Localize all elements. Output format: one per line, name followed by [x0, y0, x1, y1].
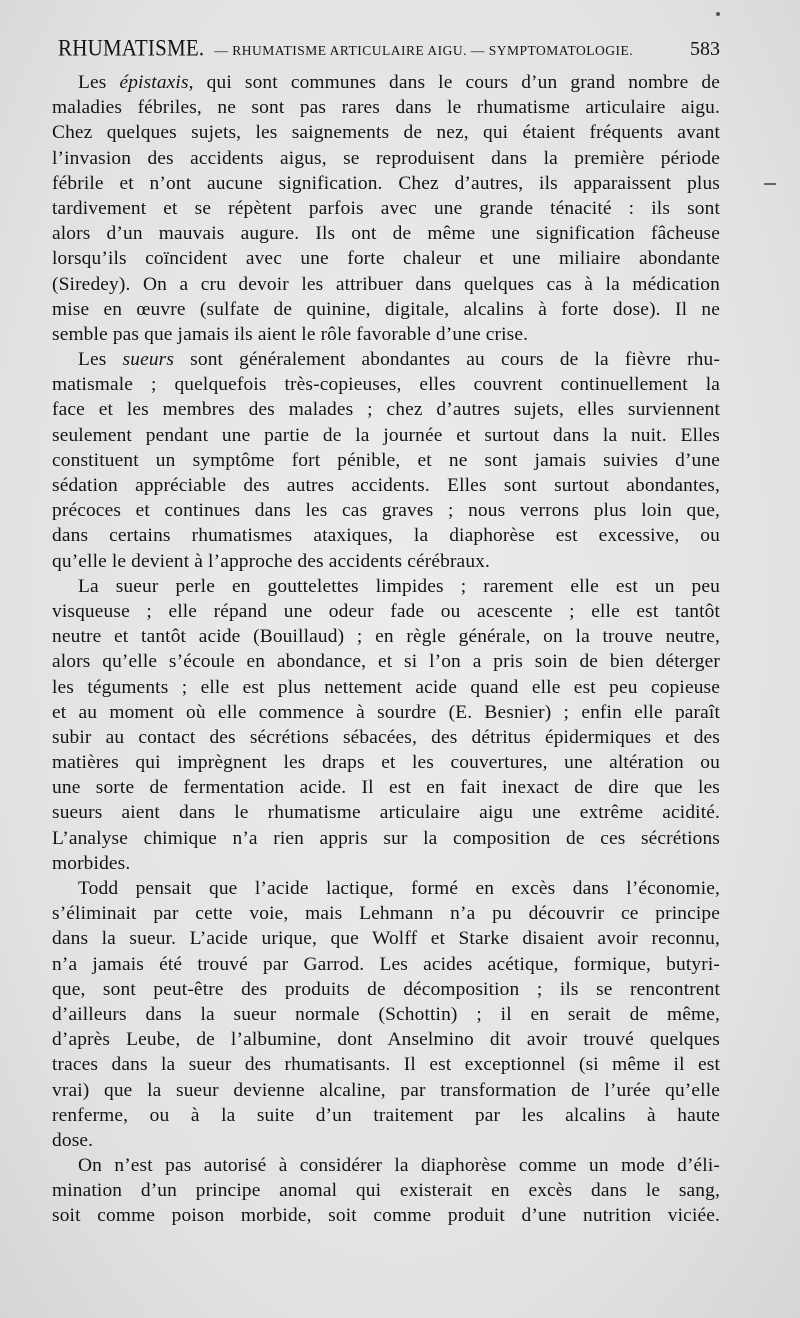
text-line: [52, 221, 720, 246]
italic-term: épistaxis: [119, 72, 189, 93]
page-number: 583: [690, 38, 720, 60]
text-line: [52, 1103, 720, 1128]
text-line: [52, 574, 720, 599]
text-line: [52, 1178, 720, 1203]
text-line: [52, 725, 720, 750]
text-line: [52, 297, 720, 322]
text-run: sont généralement abondantes au cours de la fièvre rhu-: [174, 349, 720, 371]
text-run: et au moment où elle commence à sourdre (E. Besnier) ; enfin elle paraît: [52, 701, 720, 723]
text-run: constituent un symptôme fort pénible, et ne sont jamais suivies d’une: [52, 449, 720, 471]
paragraph: [52, 70, 720, 347]
text-line: [52, 977, 720, 1002]
text-run: d’ailleurs dans la sueur normale (Schottin) ; il en serait de même,: [52, 1003, 720, 1025]
text-line: [52, 70, 720, 95]
text-run: lorsqu’ils coïncident avec une forte chaleur et une miliaire abondante: [52, 248, 720, 270]
text-run: que, sont peut-être des produits de décomposition ; ils se rencontrent: [52, 978, 720, 1000]
text-run: visqueuse ; elle répand une odeur fade ou acescente ; elle est tantôt: [52, 600, 720, 622]
paragraph: [52, 1153, 720, 1229]
text-run: subir au contact des sécrétions sébacées, des détritus épidermiques et des: [52, 726, 720, 748]
text-run: tardivement et se répètent parfois avec une grande ténacité : ils sont: [52, 197, 720, 219]
margin-mark: [764, 183, 776, 185]
text-line: [52, 750, 720, 775]
text-line: [52, 196, 720, 221]
text-line: [52, 498, 720, 523]
text-run: dans certains rhumatismes ataxiques, la diaphorèse est excessive, ou: [52, 525, 720, 547]
print-speck: [716, 12, 720, 16]
text-line: [52, 1078, 720, 1103]
text-run: dans la sueur. L’acide urique, que Wolff et Starke disaient avoir reconnu,: [52, 928, 720, 950]
text-line: [52, 624, 720, 649]
text-run: l’invasion des accidents aigus, se reproduisent dans la première période: [52, 147, 720, 169]
text-run: mination d’un principe anomal qui existerait en excès dans le sang,: [52, 1180, 720, 1202]
text-run: précoces et continues dans les cas graves ; nous verrons plus loin que,: [52, 500, 720, 522]
body-text: [52, 70, 720, 1229]
text-line: [52, 800, 720, 825]
text-run: vrai) que la sueur devienne alcaline, par transformation de l’urée qu’elle: [52, 1079, 720, 1101]
text-run: sédation appréciable des autres accidents. Elles sont surtout abondantes,: [52, 475, 720, 496]
text-run: les téguments ; elle est plus nettement acide quand elle est peu copieuse: [52, 676, 720, 698]
text-run: On n’est pas autorisé à considérer la diaphorèse comme un mode d’éli-: [78, 1155, 720, 1177]
text-line: [52, 1002, 720, 1027]
text-line: [52, 120, 720, 145]
text-run: sueurs aient dans le rhumatisme articulaire aigu une extrême acidité.: [52, 802, 720, 824]
text-line: [52, 599, 720, 624]
text-line: [52, 397, 720, 422]
text-line: [52, 851, 720, 876]
text-run: maladies fébriles, ne sont pas rares dans le rhumatisme articulaire aigu.: [52, 97, 720, 119]
text-line: [52, 775, 720, 800]
text-line: [52, 473, 720, 498]
text-run: face et les membres des malades ; chez d’autres sujets, elles surviennent: [52, 399, 720, 421]
text-run: qu’elle le devient à l’approche des accidents cérébraux.: [52, 550, 491, 572]
text-line: [52, 926, 720, 951]
text-line: [52, 952, 720, 977]
header-title: RHUMATISME.: [58, 35, 205, 61]
text-line: [52, 146, 720, 171]
text-run: Todd pensait que l’acide lactique, formé en excès dans l’économie,: [78, 878, 720, 899]
text-run: alors d’un mauvais augure. Ils ont de même une signification fâcheuse: [52, 223, 720, 245]
text-run: (Siredey). On a cru devoir les attribuer dans quelques cas à la médication: [52, 273, 720, 295]
text-run: soit comme poison morbide, soit comme produit d’une nutrition viciée.: [52, 1205, 720, 1227]
text-run: Les: [78, 72, 120, 93]
text-line: [52, 347, 720, 372]
text-line: [52, 1027, 720, 1052]
running-header: [58, 36, 720, 61]
text-run: s’éliminait par cette voie, mais Lehmann n’a pu découvrir ce principe: [52, 903, 720, 925]
text-line: [52, 1203, 720, 1228]
text-run: d’après Leube, de l’albumine, dont Anselmino dit avoir trouvé quelques: [52, 1029, 720, 1051]
text-line: [52, 549, 720, 574]
text-line: [52, 1052, 720, 1077]
text-run: Chez quelques sujets, les saignements de nez, qui étaient fréquents avant: [52, 122, 720, 144]
text-line: [52, 901, 720, 926]
text-run: une sorte de fermentation acide. Il est en fait inexact de dire que les: [52, 777, 720, 799]
italic-term: sueurs: [122, 349, 175, 371]
text-line: [52, 649, 720, 674]
text-line: [52, 372, 720, 397]
text-line: [52, 322, 720, 347]
paragraph: [52, 574, 720, 876]
text-run: , qui sont communes dans le cours d’un grand nombre de: [188, 72, 720, 93]
text-run: Les: [78, 349, 123, 371]
text-line: [52, 171, 720, 196]
text-line: [52, 700, 720, 725]
text-line: [52, 423, 720, 448]
text-line: [52, 1128, 720, 1153]
paragraph: [52, 347, 720, 574]
text-line: [52, 675, 720, 700]
text-line: [52, 523, 720, 548]
text-run: La sueur perle en gouttelettes limpides ; rarement elle est un peu: [78, 575, 720, 597]
text-run: traces dans la sueur des rhumatisants. Il est exceptionnel (si même il est: [52, 1054, 720, 1076]
text-line: [52, 1153, 720, 1178]
text-line: [52, 448, 720, 473]
text-run: n’a jamais été trouvé par Garrod. Les acides acétique, formique, butyri-: [52, 953, 720, 975]
paragraph: [52, 876, 720, 1153]
text-run: dose.: [52, 1129, 94, 1151]
text-line: [52, 826, 720, 851]
text-run: L’analyse chimique n’a rien appris sur la composition de ces sécrétions: [52, 827, 720, 849]
text-run: semble pas que jamais ils aient le rôle favorable d’une crise.: [52, 323, 529, 345]
header-section: — RHUMATISME ARTICULAIRE AIGU. — SYMPTOMATOLOGIE.: [214, 43, 634, 58]
text-run: neutre et tantôt acide (Bouillaud) ; en règle générale, on la trouve neutre,: [52, 626, 720, 648]
text-run: matismale ; quelquefois très-copieuses, elles couvrent continuellement la: [52, 374, 720, 396]
text-line: [52, 272, 720, 297]
header-titles: [58, 36, 633, 61]
text-run: mise en œuvre (sulfate de quinine, digitale, alcalins à forte dose). Il ne: [52, 298, 720, 320]
text-run: fébrile et n’ont aucune signification. Chez d’autres, ils apparaissent plus: [52, 172, 720, 194]
text-line: [52, 876, 720, 901]
text-run: morbides.: [52, 852, 131, 874]
text-run: alors qu’elle s’écoule en abondance, et si l’on a pris soin de bien déterger: [52, 651, 720, 673]
text-run: renferme, ou à la suite d’un traitement par les alcalins à haute: [52, 1104, 720, 1126]
text-line: [52, 246, 720, 271]
text-run: seulement pendant une partie de la journée et surtout dans la nuit. Elles: [52, 424, 720, 446]
text-run: matières qui imprègnent les draps et les couvertures, une altération ou: [52, 752, 720, 774]
text-line: [52, 95, 720, 120]
